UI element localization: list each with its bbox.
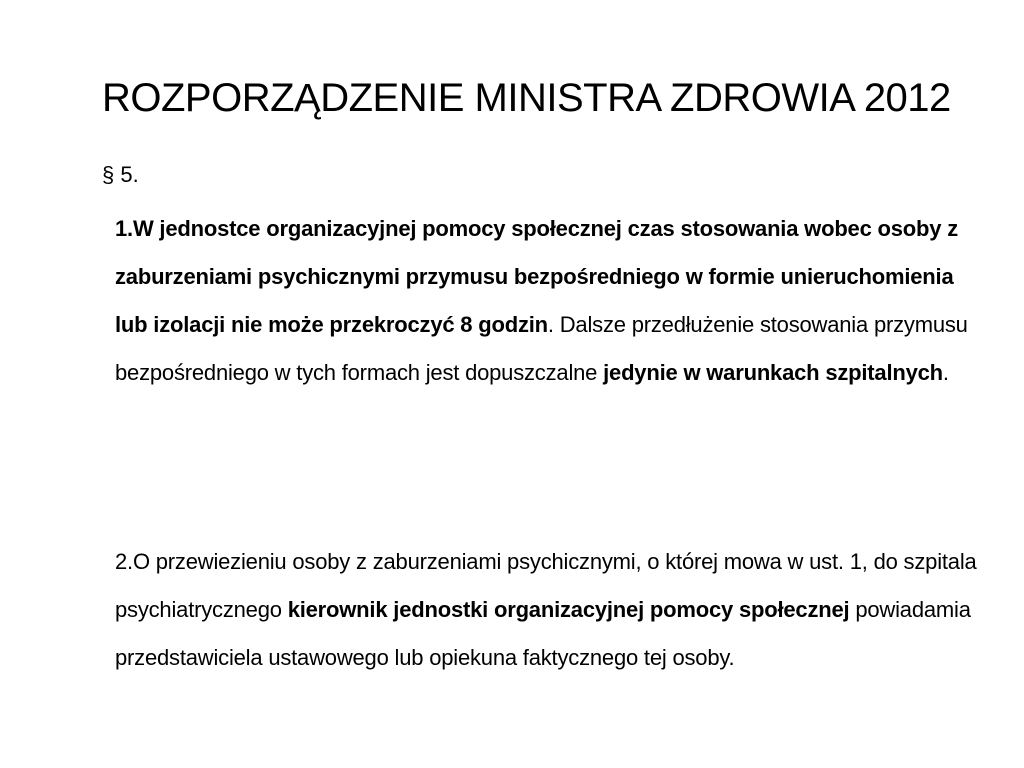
paragraph-1-period: . (942, 360, 949, 385)
paragraph-2-bold-middle: kierownik jednostki organizacyjnej pomocy społecznej (287, 597, 850, 622)
section-number: § 5. (102, 162, 139, 187)
paragraph-1-text: . Dalsze przedłużenie stosowania przymusu bezpośredniego w tych formach jest dopuszczalne (115, 312, 968, 385)
paragraph-1-bold-end: jedynie w warunkach szpitalnych (603, 360, 943, 385)
paragraph-2-intro: 2.O przewiezieniu osoby z zaburzeniami psychicznymi, o której mowa w ust. 1, do szpitala psychiatrycznego (115, 549, 977, 622)
paragraph-2-ending: powiadamia przedstawiciela ustawowego lub opiekuna faktycznego tej osoby. (115, 597, 971, 670)
slide-title: ROZPORZĄDZENIE MINISTRA ZDROWIA 2012 (102, 76, 951, 120)
paragraph-2 (115, 538, 985, 682)
paragraph-1 (115, 205, 985, 397)
paragraph-1-bold-intro: 1.W jednostce organizacyjnej pomocy społecznej czas stosowania wobec osoby z zaburzeniami psychicznymi przymusu bezpośredniego w formie unieruchomienia lub izolacji nie może przekroczyć 8 godzin (115, 216, 959, 337)
